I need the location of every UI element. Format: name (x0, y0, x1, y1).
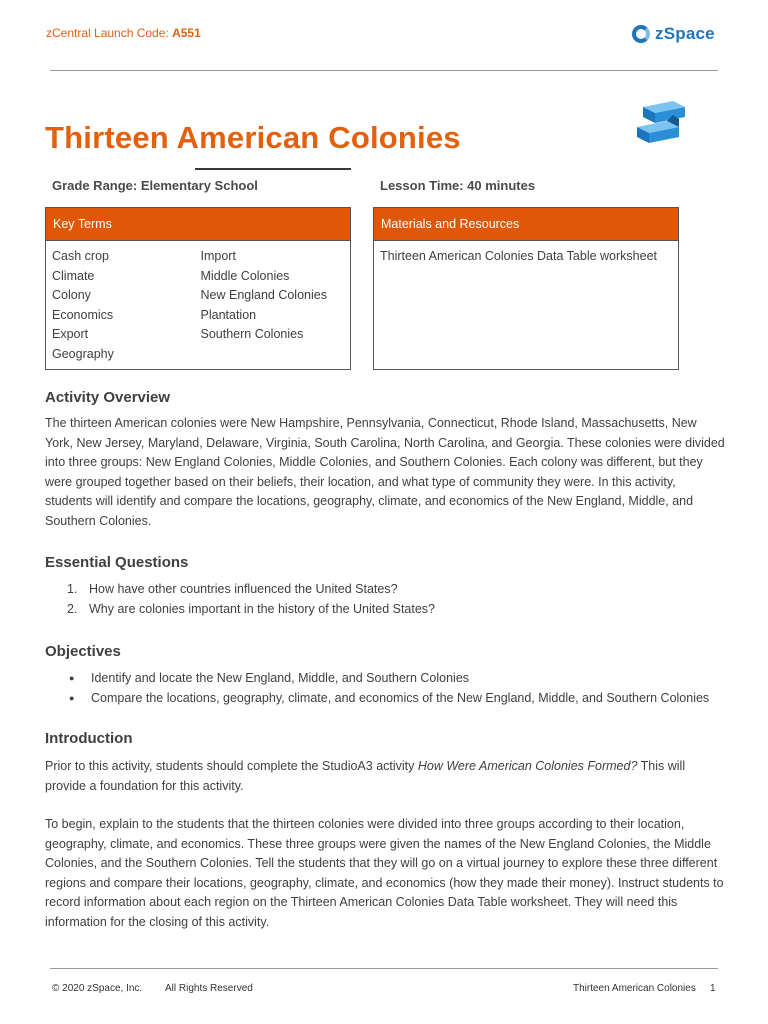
footer-copyright: © 2020 zSpace, Inc. (52, 983, 143, 994)
list-item: 2. Why are colonies important in the history of the United States? (67, 601, 436, 616)
key-term: Export (52, 327, 89, 341)
footer-divider (50, 968, 718, 969)
zspace-logo-icon (632, 25, 650, 43)
footer-document-title: Thirteen American Colonies (573, 983, 696, 994)
header-divider (50, 70, 718, 71)
key-terms-heading: Key Terms (46, 208, 350, 241)
launch-code (46, 26, 201, 40)
activity-overview-heading: Activity Overview (45, 389, 171, 406)
list-item: ● Compare the locations, geography, climate, and economics of the New England, Middle, and Southern Colonies (69, 690, 710, 705)
introduction-heading: Introduction (45, 730, 133, 747)
key-terms-column-2 (201, 247, 351, 364)
key-terms-column-1 (52, 247, 201, 364)
materials-box (373, 207, 679, 370)
key-term: Cash crop (52, 249, 109, 263)
key-terms-box (45, 207, 351, 370)
activity-overview-text: The thirteen American colonies were New Hampshire, Pennsylvania, Connecticut, Rhode Island, Massachusetts, New York, New Jersey, Maryland, Delaware, Virginia, South Carolina, North Carolina, and Georgia. These colonies were divided into three groups: New England Colonies, Middle Colonies, and Southern Colonies. Each colony was different, but they were grouped together based on their beliefs, their location, and what type of community they were. In this activity, students will identify and compare the locations, geography, climate, and economics of the New England, Middle, and Southern Colonies. (45, 416, 725, 528)
page-number: 1 (710, 983, 716, 994)
key-term: Southern Colonies (200, 327, 304, 341)
key-term: Middle Colonies (200, 268, 290, 283)
key-term: Colony (52, 288, 91, 302)
key-term: Climate (52, 268, 95, 283)
introduction-paragraph-2: To begin, explain to the students that the thirteen colonies were divided into three groups according to their location, geography, climate, and economics. These three groups were given the names of the New England Colonies, the Middle Colonies, and the Southern Colonies. Tell the students that they will go on a virtual journey to explore these three different regions and compare their locations, geography, climate, and economics (how they made their money). Instruct students to record information about each region on the Thirteen American Colonies Data Table worksheet. They will need this information for the closing of this activity. (45, 817, 724, 929)
key-term: Import (200, 249, 236, 263)
lesson-time: Lesson Time: 40 minutes (380, 178, 536, 193)
page-title: Thirteen American Colonies (45, 120, 461, 155)
materials-heading: Materials and Resources (374, 208, 678, 241)
essential-questions-list (45, 580, 725, 619)
key-term: New England Colonies (200, 288, 327, 302)
essential-questions-heading: Essential Questions (45, 554, 189, 571)
title-underline (195, 168, 351, 170)
brand-name: zSpace (655, 24, 715, 43)
objectives-list (45, 669, 735, 708)
brand-logo (632, 24, 715, 44)
introduction-paragraph-1: Prior to this activity, students should complete the StudioA3 activity How Were American Colonies Formed? This will provide a foundation for this activity. (45, 759, 686, 793)
list-item: ● Identify and locate the New England, Middle, and Southern Colonies (69, 671, 470, 685)
grade-range: Grade Range: Elementary School (52, 178, 258, 193)
list-item: 1. How have other countries influenced the United States? (67, 582, 398, 596)
launch-code-value: A551 (172, 26, 201, 40)
key-term: Economics (52, 307, 114, 322)
objectives-heading: Objectives (45, 643, 121, 660)
key-term: Geography (52, 346, 114, 361)
key-term: Plantation (200, 307, 257, 322)
zspace-cube-logo-icon (633, 97, 687, 153)
footer-rights: All Rights Reserved (165, 983, 253, 994)
launch-label: zCentral Launch Code: (46, 26, 173, 40)
material-item: Thirteen American Colonies Data Table worksheet (380, 249, 657, 263)
